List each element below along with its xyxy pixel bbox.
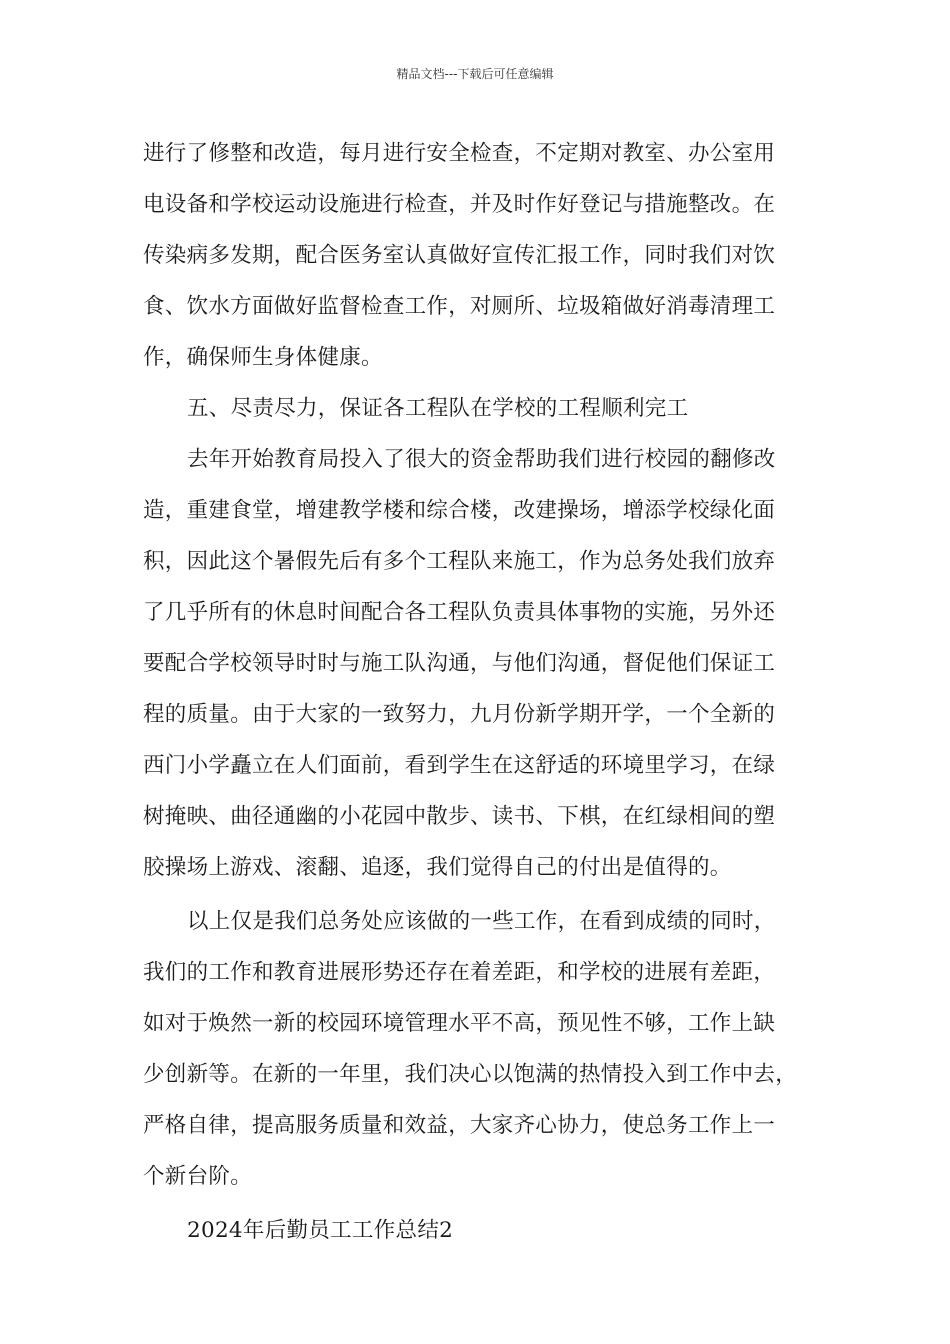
text-line: 食、饮水方面做好监督检查工作，对厕所、垃圾箱做好消毒清理工: [143, 294, 776, 319]
text-line: 传染病多发期，配合医务室认真做好宣传汇报工作，同时我们对饮: [143, 243, 776, 268]
section-title: 2024年后勤员工工作总结2: [187, 1218, 454, 1243]
text-line: 造，重建食堂，增建教学楼和综合楼，改建操场，增添学校绿化面: [143, 498, 776, 523]
text-line: 以上仅是我们总务处应该做的一些工作，在看到成绩的同时，: [187, 909, 776, 934]
text-line: 积，因此这个暑假先后有多个工程队来施工，作为总务处我们放弃: [143, 549, 776, 574]
text-line: 进行了修整和改造，每月进行安全检查，不定期对教室、办公室用: [143, 141, 776, 166]
text-line: 程的质量。由于大家的一致努力，九月份新学期开学，一个全新的: [143, 702, 776, 727]
text-line: 去年开始教育局投入了很大的资金帮助我们进行校园的翻修改: [187, 447, 776, 472]
text-line: 作，确保师生身体健康。: [143, 345, 383, 370]
text-line: 如对于焕然一新的校园环境管理水平不高，预见性不够，工作上缺: [143, 1011, 776, 1036]
text-line: 要配合学校领导时时与施工队沟通，与他们沟通，督促他们保证工: [143, 651, 776, 676]
text-line: 西门小学矗立在人们面前，看到学生在这舒适的环境里学习，在绿: [143, 753, 776, 778]
text-line: 树掩映、曲径通幽的小花园中散步、读书、下棋，在红绿相间的塑: [143, 804, 776, 829]
text-line: 电设备和学校运动设施进行检查，并及时作好登记与措施整改。在: [143, 192, 776, 217]
text-line: 胶操场上游戏、滚翻、追逐，我们觉得自己的付出是值得的。: [143, 855, 732, 880]
text-line: 严格自律，提高服务质量和效益，大家齐心协力，使总务工作上一: [143, 1113, 776, 1138]
section-heading: 五、尽责尽力，保证各工程队在学校的工程顺利完工: [187, 396, 689, 421]
page-header: 精品文档---下载后可任意编辑: [396, 67, 554, 81]
document-body: [143, 128, 823, 1256]
text-line: 我们的工作和教育进展形势还存在着差距，和学校的进展有差距，: [143, 960, 776, 985]
text-line: 少创新等。在新的一年里，我们决心以饱满的热情投入到工作中去，: [143, 1062, 798, 1087]
text-line: 了几乎所有的休息时间配合各工程队负责具体事物的实施，另外还: [143, 600, 776, 625]
text-line: 个新台阶。: [143, 1164, 253, 1189]
